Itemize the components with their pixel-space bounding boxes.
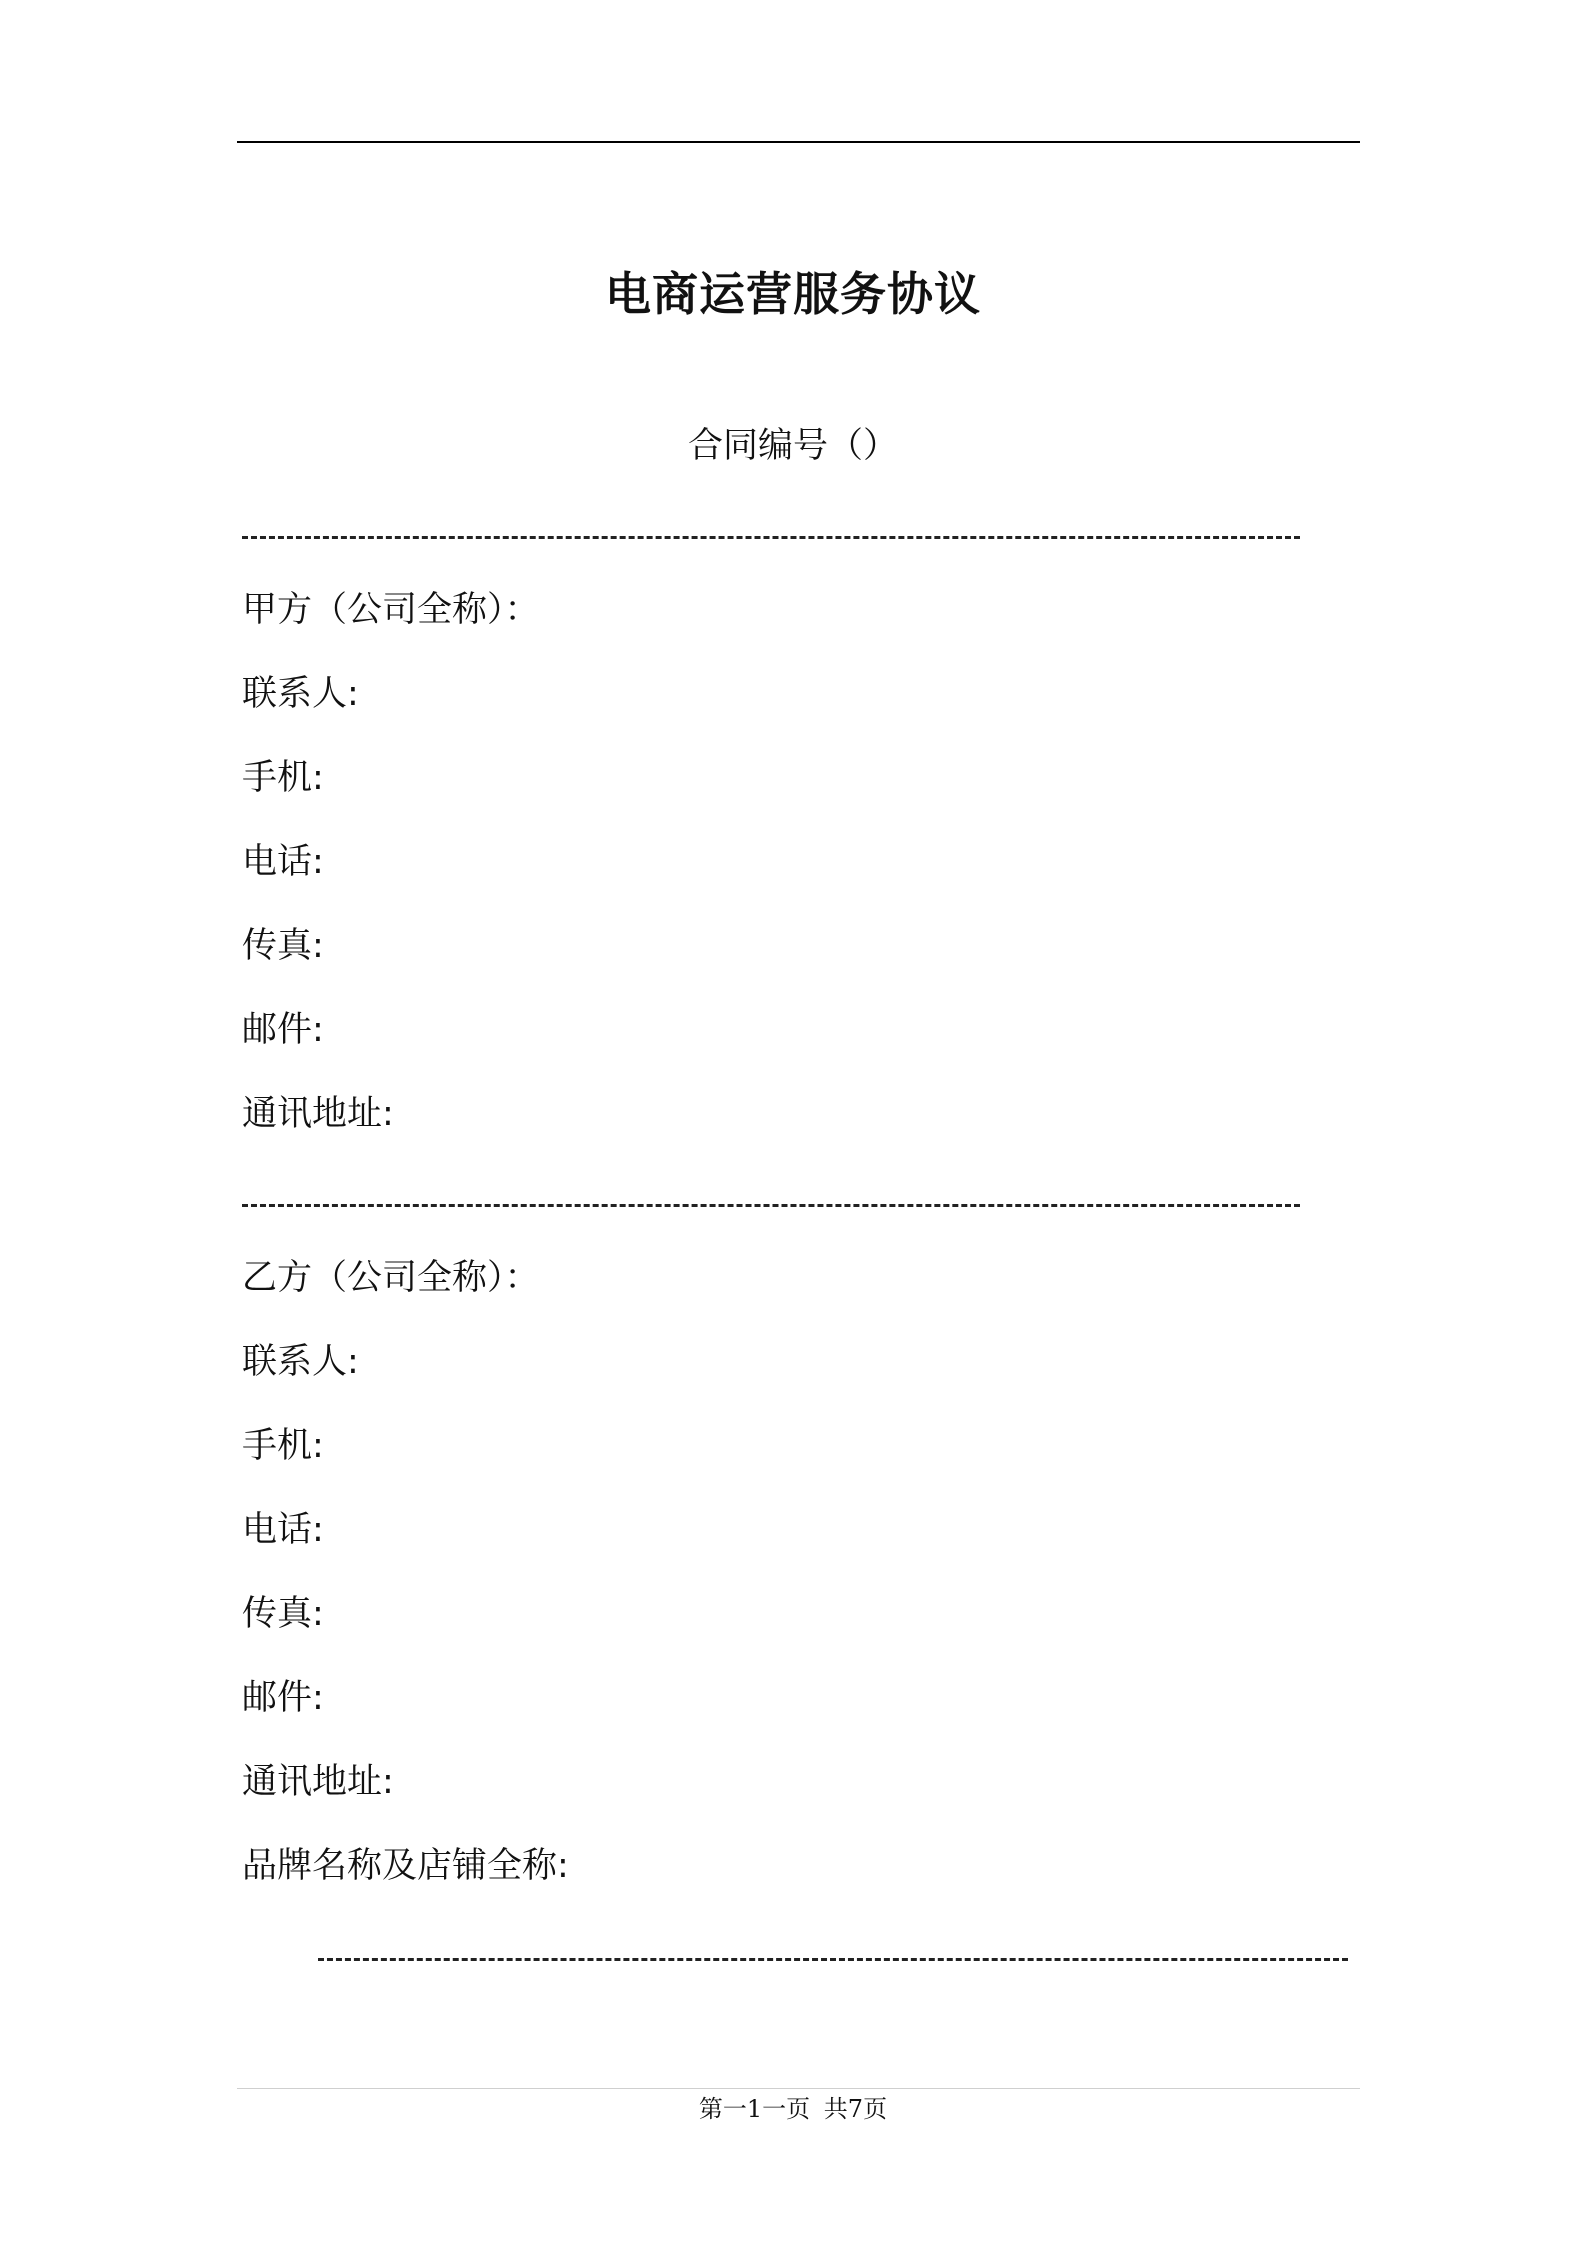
header-rule: [237, 141, 1360, 143]
party-b-name-label: 乙方（公司全称）：: [242, 1258, 540, 1298]
party-b-mobile-label: 手机:: [242, 1426, 324, 1466]
party-b-email-label: 邮件:: [242, 1678, 324, 1718]
separator-dashed-line: [242, 1204, 1300, 1207]
party-b-brand-label: 品牌名称及店铺全称:: [242, 1846, 569, 1886]
party-a-email-label: 邮件:: [242, 1010, 324, 1050]
party-a-name-label: 甲方（公司全称）：: [242, 590, 540, 630]
contract-number: 合同编号（）: [687, 426, 898, 466]
party-b-fax-label: 传真:: [242, 1594, 324, 1634]
party-b-contact-label: 联系人:: [242, 1342, 359, 1382]
party-a-fax-label: 传真:: [242, 926, 324, 966]
party-a-phone-label: 电话:: [242, 842, 324, 882]
party-b-address-label: 通讯地址:: [242, 1762, 394, 1802]
footer-rule: [237, 2088, 1360, 2089]
party-a-mobile-label: 手机:: [242, 758, 324, 798]
page-footer: 第一1一页 共7页: [698, 2095, 888, 2123]
party-b-phone-label: 电话:: [242, 1510, 324, 1550]
party-a-address-label: 通讯地址:: [242, 1094, 394, 1134]
party-a-contact-label: 联系人:: [242, 674, 359, 714]
separator-dashed-line: [242, 536, 1300, 539]
document-title: 电商运营服务协议: [605, 267, 981, 321]
separator-dashed-line: [318, 1958, 1348, 1961]
